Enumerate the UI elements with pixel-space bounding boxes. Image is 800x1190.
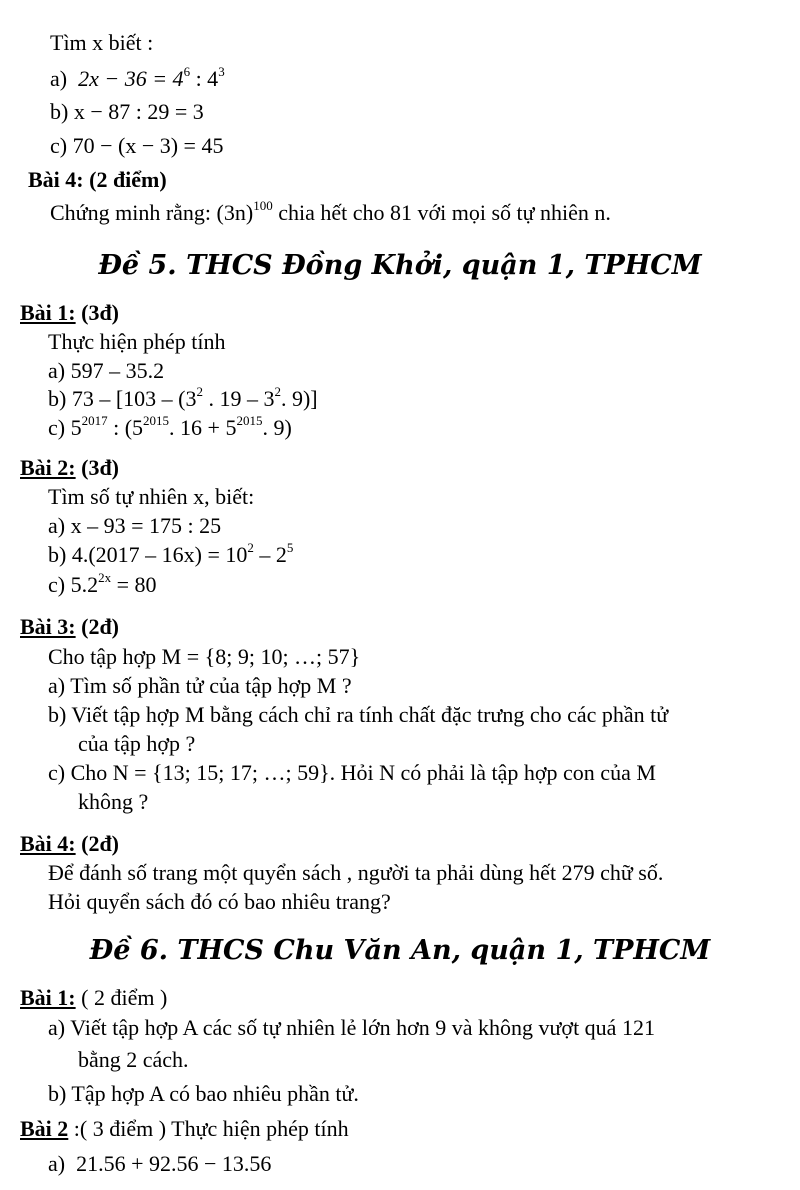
de6-bai1-b: b) Tập hợp A có bao nhiêu phần tử. [48,1081,359,1106]
de6-bai1-a-line1: a) Viết tập hợp A các số tự nhiên lẻ lớn hơn 9 và không vượt quá 121 [48,1015,655,1040]
de5-bai3-b-line2: của tập hợp ? [78,731,196,756]
de5-bai1-a: a) 597 – 35.2 [48,358,165,383]
de6-bai1-a-line2: bằng 2 cách. [78,1047,189,1072]
de5-bai4-line1: Để đánh số trang một quyển sách , người ta phải dùng hết 279 chữ số. [48,860,664,885]
de5-bai3-c-line2: không ? [78,789,149,814]
de5-bai3-intro: Cho tập hợp M = {8; 9; 10; …; 57} [48,644,361,669]
de5-bai2-b: b) $4.(2017 - 16x) = 10^2 - 2^5$ [48,539,294,567]
de5-bai1-c: c) $5^{2017}$ : ($5^{2015}$. $16 + 5^{2015}$. 9) [48,412,292,440]
de6-bai2-a: a) 21.56 + 92.56 − 13.56 [48,1151,272,1176]
de6-title: Đề 6. THCS Chu Văn An, quận 1, TPHCM [89,935,711,966]
prev-bai4-heading: Bài 4: (2 điểm) [28,167,167,192]
de5-bai3-a: a) Tìm số phần tử của tập hợp M ? [48,673,352,698]
prev-item-a: a) $2x - 36 = 4^6$ : $4^3$ [50,63,225,91]
de5-bai2-intro: Tìm số tự nhiên x, biết: [48,484,255,509]
de5-bai2-heading: Bài 2: (3đ) [20,455,120,480]
prev-item-c: c) 70 − (x − 3) = 45 [50,133,224,158]
de5-bai2-c: c) $5.2^{2x} = 80$ [48,569,157,597]
de5-bai3-b-line1: b) Viết tập hợp M bằng cách chỉ ra tính chất đặc trưng cho các phần tử [48,702,669,727]
de6-bai1-heading: Bài 1: ( 2 điểm ) [20,985,168,1010]
de6-bai2-heading: Bài 2 :( 3 điểm ) Thực hiện phép tính [20,1116,349,1141]
prev-bai4-text: Chứng minh rằng: $(3n)^{100}$ chia hết cho 81 với mọi số tự nhiên n. [50,197,611,225]
de5-title: Đề 5. THCS Đồng Khởi, quận 1, TPHCM [98,250,702,281]
de5-bai4-line2: Hỏi quyển sách đó có bao nhiêu trang? [48,889,391,914]
de5-bai4-heading: Bài 4: (2đ) [20,831,120,856]
de5-bai2-a: a) x – 93 = 175 : 25 [48,513,222,538]
de5-bai1-b: b) $73 - [103 - (3^2$ . $19 - 3^2$. 9)] [48,383,318,411]
find-x-intro: Tìm x biết : [50,30,154,55]
prev-item-b: b) x − 87 : 29 = 3 [50,99,204,124]
de5-bai3-c-line1: c) Cho N = {13; 15; 17; …; 59}. Hỏi N có phải là tập hợp con của M [48,760,656,785]
de5-bai1-heading: Bài 1: (3đ) [20,300,120,325]
de5-bai3-heading: Bài 3: (2đ) [20,614,120,639]
de5-bai1-intro: Thực hiện phép tính [48,329,226,354]
